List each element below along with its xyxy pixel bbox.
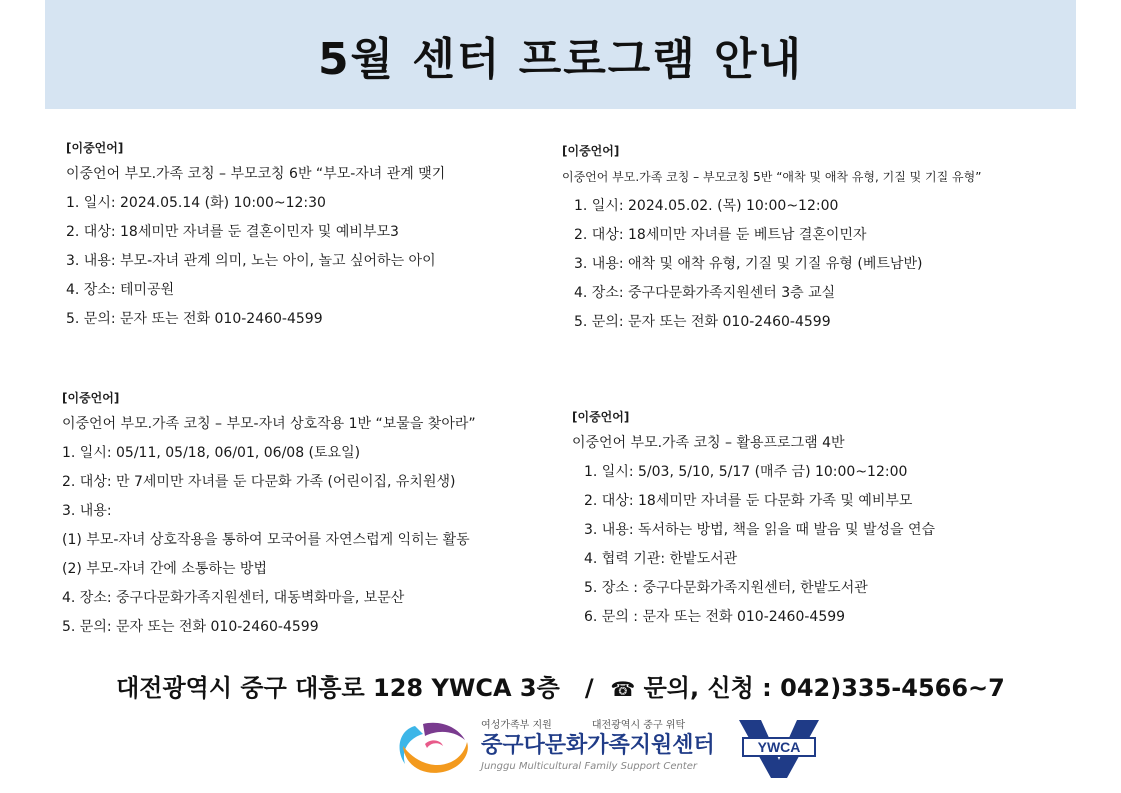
program-line: 2. 대상: 18세미만 자녀를 둔 결혼이민자 및 예비부모3: [66, 224, 399, 240]
center-logo-area: [395, 716, 825, 782]
program-line: (1) 부모-자녀 상호작용을 통하여 모국어를 자연스럽게 익히는 활동: [62, 532, 470, 548]
program-line: 5. 문의: 문자 또는 전화 010-2460-4599: [62, 619, 319, 635]
program-block-3: [62, 388, 476, 642]
ywca-logo-icon: [739, 720, 819, 778]
center-name: 중구다문화가족지원센터: [481, 733, 715, 758]
support-line: [481, 716, 715, 731]
program-title: 이중언어 부모.가족 코칭 – 부모-자녀 상호작용 1반 “보물을 찾아라”: [62, 416, 476, 432]
program-line: 1. 일시: 2024.05.02. (목) 10:00~12:00: [574, 198, 839, 214]
program-line: 4. 장소: 중구다문화가족지원센터, 대동벽화마을, 보문산: [62, 590, 405, 606]
program-block-1: [66, 138, 445, 334]
program-line: 2. 대상: 18세미만 자녀를 둔 다문화 가족 및 예비부모: [584, 493, 913, 509]
address-text: 대전광역시 중구 대흥로 128 YWCA 3층: [116, 674, 560, 702]
phone-icon: ☎: [610, 677, 636, 701]
program-line: 4. 장소: 테미공원: [66, 282, 175, 298]
program-tag: [이중언어]: [562, 144, 620, 158]
program-line: 3. 내용: 부모-자녀 관계 의미, 노는 아이, 놀고 싶어하는 아이: [66, 253, 436, 269]
support-city: 대전광역시 중구 위탁: [591, 720, 686, 731]
program-line: 5. 장소 : 중구다문화가족지원센터, 한밭도서관: [584, 580, 868, 596]
center-logo-icon: [395, 720, 473, 776]
program-line: 2. 대상: 만 7세미만 자녀를 둔 다문화 가족 (어린이집, 유치원생): [62, 474, 456, 490]
program-tag: [이중언어]: [572, 410, 630, 424]
program-block-2: [562, 141, 981, 337]
program-title: 이중언어 부모.가족 코칭 – 활용프로그램 4반: [572, 435, 845, 451]
contact-text: 문의, 신청 : 042)335-4566~7: [643, 674, 1005, 702]
program-line: 5. 문의: 문자 또는 전화 010-2460-4599: [66, 311, 323, 327]
program-line: 4. 협력 기관: 한밭도서관: [584, 551, 738, 567]
program-line: (2) 부모-자녀 간에 소통하는 방법: [62, 561, 267, 577]
program-line: 4. 장소: 중구다문화가족지원센터 3층 교실: [574, 285, 836, 301]
program-tag: [이중언어]: [62, 391, 120, 405]
program-line: 5. 문의: 문자 또는 전화 010-2460-4599: [574, 314, 831, 330]
program-line: 6. 문의 : 문자 또는 전화 010-2460-4599: [584, 609, 846, 625]
program-line: 2. 대상: 18세미만 자녀를 둔 베트남 결혼이민자: [574, 227, 867, 243]
header-banner: [45, 0, 1076, 109]
program-line: 3. 내용:: [62, 503, 112, 519]
program-block-4: [572, 407, 935, 632]
page-title: 5월 센터 프로그램 안내: [317, 33, 804, 85]
program-title: 이중언어 부모.가족 코칭 – 부모코칭 6반 “부모-자녀 관계 맺기: [66, 166, 446, 182]
ywca-text: YWCA: [757, 739, 801, 755]
program-line: 1. 일시: 2024.05.14 (화) 10:00~12:30: [66, 195, 326, 211]
support-ministry: 여성가족부 지원: [481, 720, 552, 731]
center-english-name: Junggu Multicultural Family Support Center: [481, 761, 697, 772]
separator: /: [584, 674, 594, 702]
footer-address-line: [0, 668, 1121, 703]
program-line: 1. 일시: 5/03, 5/10, 5/17 (매주 금) 10:00~12:00: [584, 464, 908, 480]
program-title: 이중언어 부모.가족 코칭 – 부모코칭 5반 “애착 및 애착 유형, 기질 및 기질 유형”: [562, 170, 982, 184]
program-line: 3. 내용: 독서하는 방법, 책을 읽을 때 발음 및 발성을 연습: [584, 522, 936, 538]
program-tag: [이중언어]: [66, 141, 124, 155]
logo-text-group: [481, 716, 715, 772]
program-line: 1. 일시: 05/11, 05/18, 06/01, 06/08 (토요일): [62, 445, 361, 461]
program-line: 3. 내용: 애착 및 애착 유형, 기질 및 기질 유형 (베트남반): [574, 256, 923, 272]
